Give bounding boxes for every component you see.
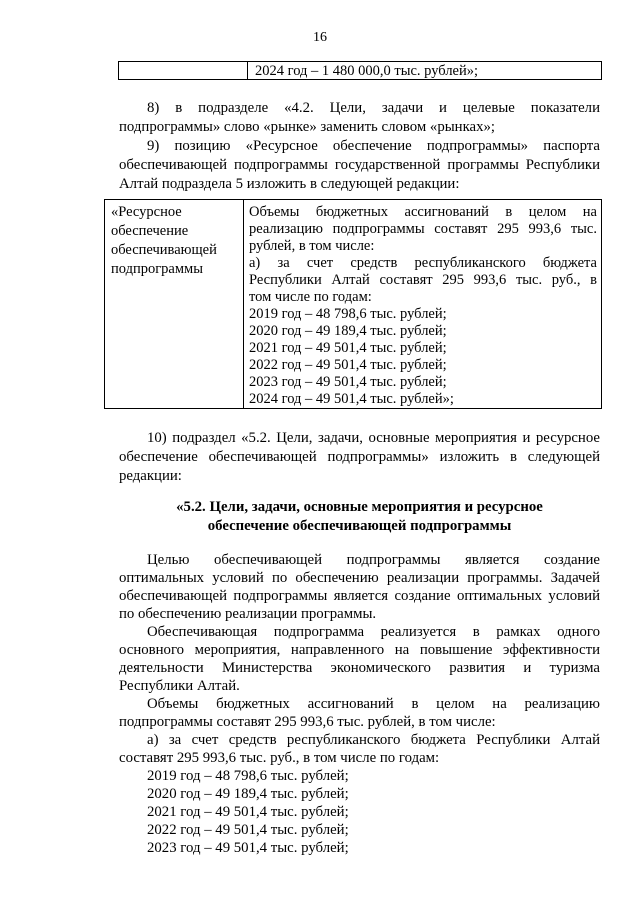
body-p3-line-2: подпрограммы составят 295 993,6 тыс. рублей, в том числе: [119, 714, 496, 730]
body-p2-line-4: Республики Алтай. [119, 678, 240, 694]
table-right-line: 2022 год – 49 501,4 тыс. рублей; [249, 357, 447, 373]
table-left-line: «Ресурсное [111, 204, 182, 220]
para10-line-1: 10) подраздел «5.2. Цели, задачи, основные мероприятия и ресурсное [147, 430, 600, 446]
para10-line-2: обеспечение обеспечивающей подпрограммы» изложить в следующей [119, 449, 600, 465]
table-right-line: 2023 год – 49 501,4 тыс. рублей; [249, 374, 447, 390]
body-p1-line-2: оптимальных условий по обеспечению реализации программы. Задачей [119, 570, 600, 586]
table-right-line: 2024 год – 49 501,4 тыс. рублей»; [249, 391, 454, 407]
table-right-line: 2020 год – 49 189,4 тыс. рублей; [249, 323, 447, 339]
body-p1-line-3: обеспечивающей подпрограммы является создание оптимальных условий [119, 588, 600, 604]
para8-line-1: 8) в подразделе «4.2. Цели, задачи и целевые показатели [147, 100, 600, 116]
table-left-line: подпрограммы [111, 261, 203, 277]
table-cell-2024: 2024 год – 1 480 000,0 тыс. рублей»; [255, 63, 479, 79]
para9-line-3: Алтай подраздела 5 изложить в следующей редакции: [119, 176, 460, 192]
body-p4-line-2: составят 295 993,6 тыс. руб., в том числе по годам: [119, 750, 440, 766]
table-right-line: Республики Алтай составят 295 993,6 тыс. руб., в [249, 272, 597, 288]
para9-line-2: обеспечивающей подпрограммы государственной программы Республики [119, 157, 600, 173]
page-number: 16 [313, 30, 327, 45]
body-p2-line-2: основного мероприятия, направленного на повышение эффективности [119, 642, 600, 658]
table-right-line: реализацию подпрограммы составят 295 993,6 тыс. [249, 221, 597, 237]
para10-line-3: редакции: [119, 468, 182, 484]
section-heading-line-1: «5.2. Цели, задачи, основные мероприятия и ресурсное [176, 499, 543, 515]
body-p2-line-1: Обеспечивающая подпрограмма реализуется в рамках одного [147, 624, 600, 640]
body-p3-line-1: Объемы бюджетных ассигнований в целом на реализацию [147, 696, 600, 712]
year-line: 2020 год – 49 189,4 тыс. рублей; [147, 786, 349, 802]
section-heading-line-2: обеспечение обеспечивающей подпрограммы [207, 518, 512, 534]
para8-line-2: подпрограммы» слово «рынке» заменить словом «рынках»; [119, 119, 496, 135]
body-p4-line-1: а) за счет средств республиканского бюджета Республики Алтай [147, 732, 600, 748]
para9-line-1: 9) позицию «Ресурсное обеспечение подпрограммы» паспорта [147, 138, 600, 154]
resource-table [104, 199, 602, 409]
top-table-fragment [118, 61, 602, 80]
year-line: 2019 год – 48 798,6 тыс. рублей; [147, 768, 349, 784]
table-right-line: том числе по годам: [249, 289, 372, 305]
table-right-line: рублей, в том числе: [249, 238, 375, 254]
table-divider [243, 200, 244, 408]
body-p1-line-4: по обеспечению реализации программы. [119, 606, 377, 622]
table-right-line: Объемы бюджетных ассигнований в целом на [249, 204, 597, 220]
year-line: 2022 год – 49 501,4 тыс. рублей; [147, 822, 349, 838]
table-left-line: обеспечение [111, 223, 189, 239]
body-p1-line-1: Целью обеспечивающей подпрограммы является создание [147, 552, 600, 568]
table-right-line: 2021 год – 49 501,4 тыс. рублей; [249, 340, 447, 356]
year-line: 2023 год – 49 501,4 тыс. рублей; [147, 840, 349, 856]
table-divider [247, 62, 248, 79]
body-p2-line-3: деятельности Министерства экономического развития и туризма [119, 660, 600, 676]
year-line: 2021 год – 49 501,4 тыс. рублей; [147, 804, 349, 820]
table-right-line: а) за счет средств республиканского бюджета [249, 255, 597, 271]
table-right-line: 2019 год – 48 798,6 тыс. рублей; [249, 306, 447, 322]
table-left-line: обеспечивающей [111, 242, 217, 258]
